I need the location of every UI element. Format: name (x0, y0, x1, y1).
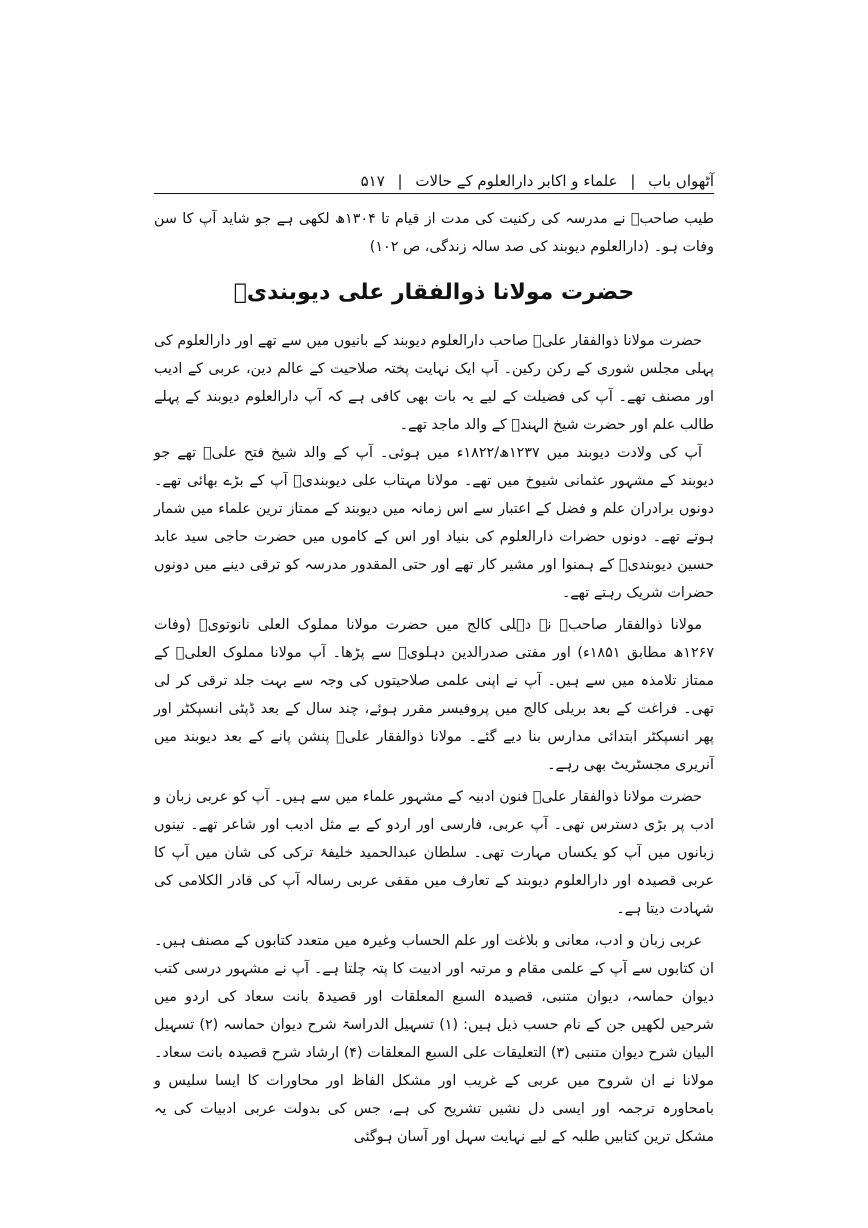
header-separator-2: | (397, 172, 403, 190)
header-rule (154, 193, 714, 194)
body-paragraph-2: آپ کی ولادت دیوبند میں ۱۲۳۷ھ/۱۸۲۲ء میں ہوئی۔ آپ کے والد شیخ فتح علیؒ تھے جو دیوبند کے مشہور عثمانی شیوخ میں تھے۔ مولانا مہتاب علی دیوبندیؒ آپ کے بڑے بھائی تھے۔ دونوں برادران علم و فضل کے اعتبار سے اس زمانہ میں دیوبند کے ممتاز ترین علماء میں شمار ہوتے تھے۔ دونوں حضرات دارالعلوم کی بنیاد اور اس کے کاموں میں حضرت حاجی سید عابد حسین دیوبندیؒ کے ہمنوا اور مشیر کار تھے اور حتی المقدور مدرسہ کو ترقی دینے میں دونوں حضرات شریک رہتے تھے۔ (154, 445, 714, 601)
opening-paragraph: طیب صاحبؒ نے مدرسہ کی رکنیت کی مدت از قیام تا ۱۳۰۴ھ لکھی ہے جو شاید آپ کا سن وفات ہو۔ (دارالعلوم دیوبند کی صد سالہ زندگی، ص ۱۰۲) (154, 211, 714, 255)
section-heading: حضرت مولانا ذوالفقار علی دیوبندیؒ (233, 280, 635, 305)
header-separator: | (630, 172, 636, 190)
header-chapter: آٹھواں باب (648, 172, 714, 190)
running-header (154, 152, 714, 192)
body-paragraph-1: حضرت مولانا ذوالفقار علیؒ صاحب دارالعلوم دیوبند کے بانیوں میں سے تھے اور دارالعلوم کی پہلی مجلس شوری کے رکن رکین۔ آپ ایک نہایت پختہ صلاحیت کے عالم دین، عربی کے ادیب اور مصنف تھے۔ آپ کی فضیلت کے لیے یہ بات بھی کافی ہے کہ آپ دارالعلوم دیوبند کے پہلے طالب علم اور حضرت شیخ الہندؒ کے والد ماجد تھے۔ (154, 333, 714, 433)
page-body (154, 205, 714, 1151)
body-paragraph-3: مولانا ذوالفقار صاحبؒ نے دہلی کالج میں حضرت مولانا مملوک العلی نانوتویؒ (وفات ۱۲۶۷ھ مطابق ۱۸۵۱ء) اور مفتی صدرالدین دہلویؒ سے پڑھا۔ آپ مولانا مملوک العلیؒ کے ممتاز تلامذہ میں سے ہیں۔ آپ نے اپنی علمی صلاحیتوں کی وجہ سے بہت جلد ترقی کر لی تھی۔ فراغت کے بعد بریلی کالج میں پروفیسر مقرر ہوئے، چند سال کے بعد ڈپٹی انسپکٹر اور پھر انسپکٹر ابتدائی مدارس بنا دیے گئے۔ مولانا ذوالفقار علیؒ پنشن پانے کے بعد دیوبند میں آنریری مجسٹریٹ بھی رہے۔ (154, 617, 714, 773)
body-paragraph-4: حضرت مولانا ذوالفقار علیؒ فنون ادبیہ کے مشہور علماء میں سے ہیں۔ آپ کو عربی زبان و ادب پر بڑی دسترس تھی۔ آپ عربی، فارسی اور اردو کے بے مثل ادیب اور شاعر تھے۔ تینوں زبانوں میں آپ کو یکساں مہارت تھی۔ سلطان عبدالحمید خلیفۂ ترکی کی شان میں آپ کا عربی قصیدہ اور دارالعلوم دیوبند کے تعارف میں مقفی عربی رسالہ آپ کی قادر الکلامی کی شہادت دیتا ہے۔ (154, 789, 714, 917)
body-paragraph-5: عربی زبان و ادب، معانی و بلاغت اور علم الحساب وغیرہ میں متعدد کتابوں کے مصنف ہیں۔ ان کتابوں سے آپ کے علمی مقام و مرتبہ اور ادبیت کا پتہ چلتا ہے۔ آپ نے مشہور درسی کتب دیوان حماسہ، دیوان متنبی، قصیدہ السبع المعلقات اور قصیدۃ بانت سعاد کی اردو میں شرحیں لکھیں جن کے نام حسب ذیل ہیں: (۱) تسہیل الدراسۃ شرح دیوان حماسہ (۲) تسہیل البیان شرح دیوان متنبی (۳) التعلیقات علی السبع المعلقات (۴) ارشاد شرح قصیدہ بانت سعاد۔ مولانا نے ان شروح میں عربی کے غریب اور مشکل الفاظ اور محاورات کا ایسا سلیس و بامحاورہ ترجمہ اور ایسی دل نشیں تشریح کی ہے، جس کی بدولت عربی ادبیات کی یہ مشکل ترین کتابیں طلبہ کے لیے نہایت سہل اور آسان ہوگئی (154, 933, 715, 1145)
header-chapter-title (361, 170, 714, 192)
page-number: ۵۱۷ (360, 172, 385, 190)
header-title: علماء و اکابر دارالعلوم کے حالات (415, 172, 618, 190)
